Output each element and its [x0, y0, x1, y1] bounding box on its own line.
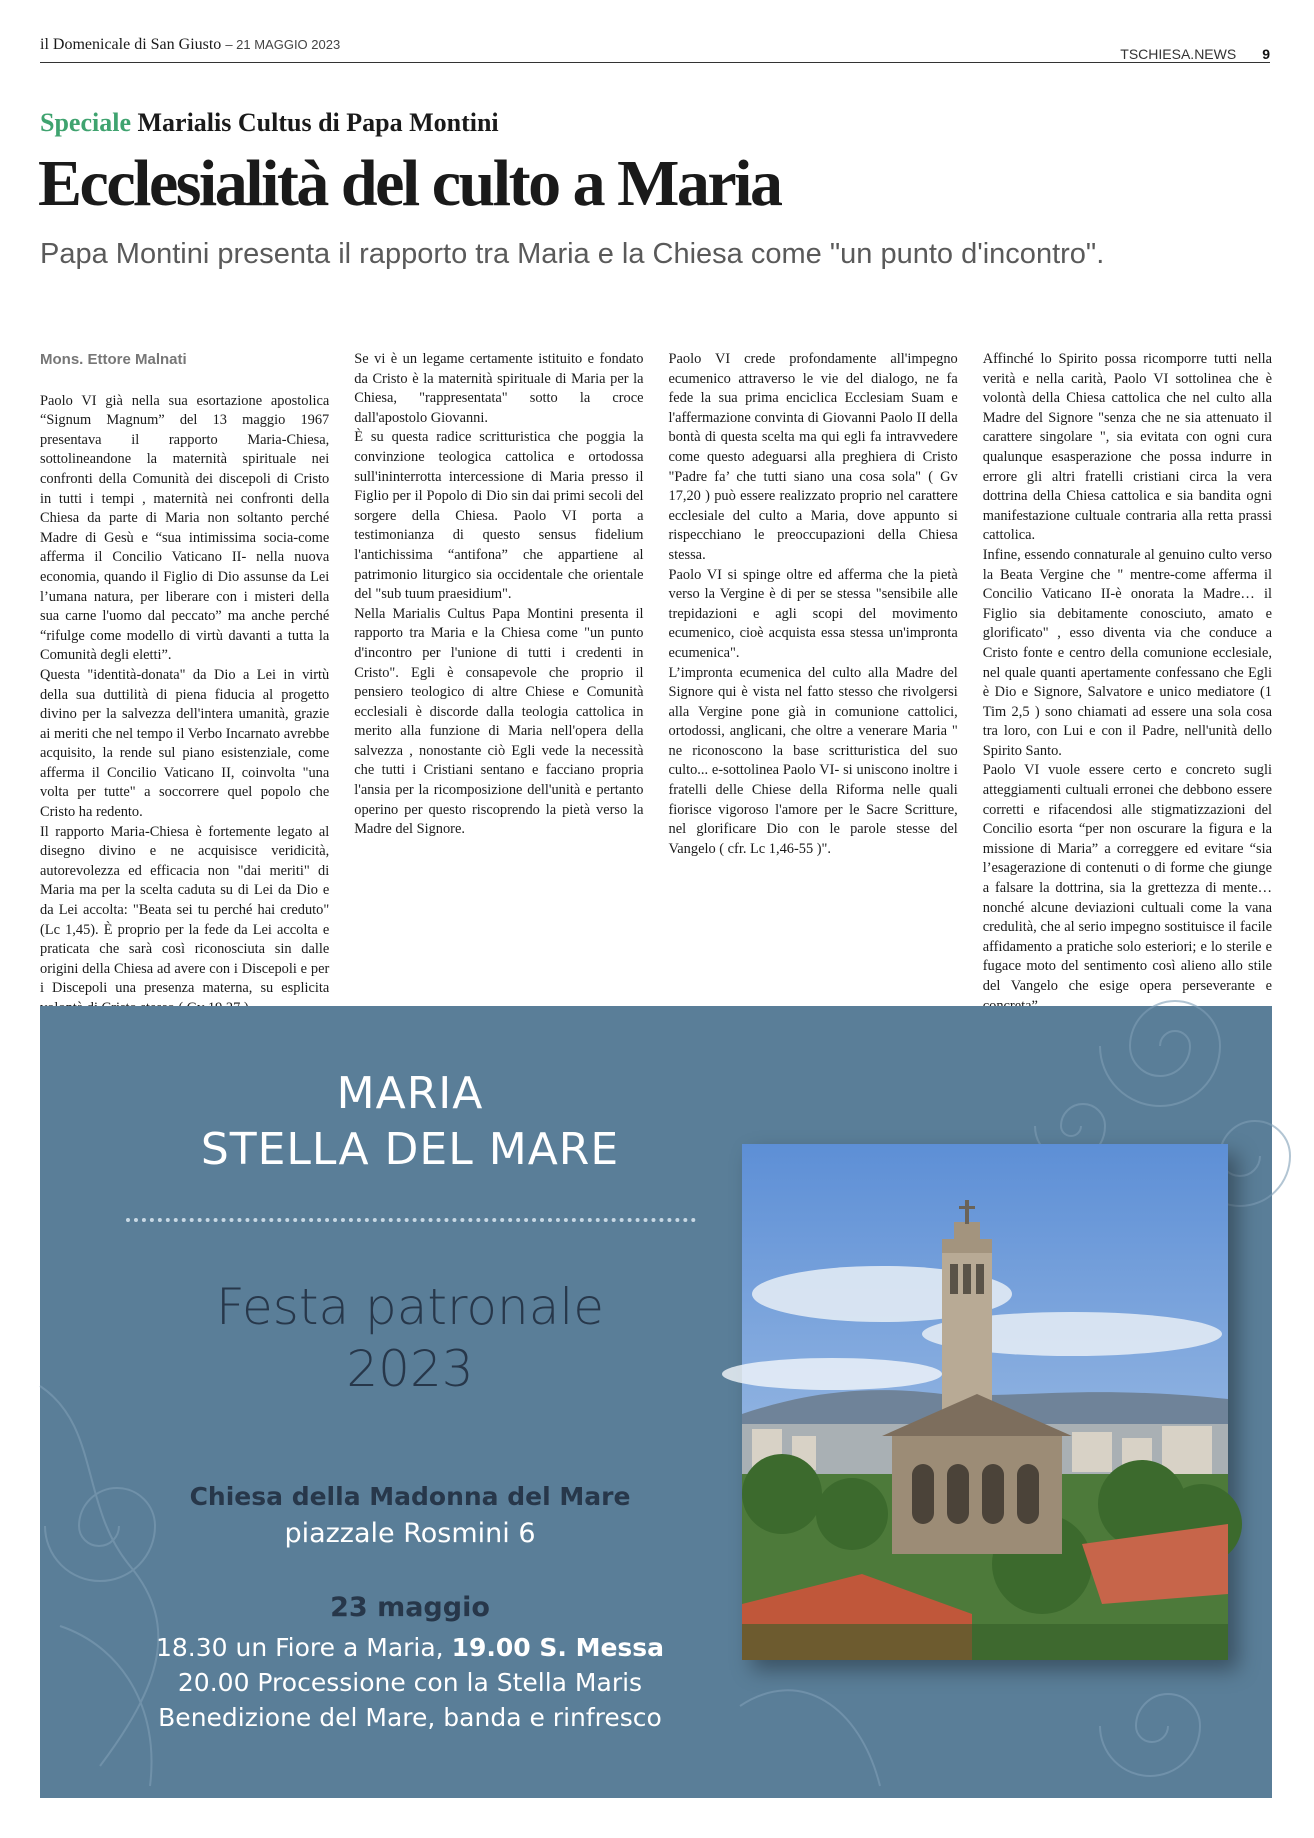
page-number: 9: [1262, 46, 1270, 62]
paragraph: Paolo VI crede profondamente all'impegno ecumenico attraverso le vie del dialogo, ne fa fede la sua prima enciclica Ecclesiam Suam e l'affermazione convinta di Giovanni Paolo II della bontà di questa scelta ma qui egli fa intravvedere come questo adeguarsi alla preghiera di Cristo "Padre fa’ che tutti siano una cosa sola" ( Gv 17,20 ) può essere realizzato proprio nel carattere ecclesiale del culto a Maria, dove appunto si rispecchiano le preoccupazioni della Chiesa stessa.: [668, 351, 958, 563]
kicker-label: Speciale: [40, 108, 131, 137]
festa-line: Festa patronale: [216, 1278, 604, 1336]
paragraph: Paolo VI già nella sua esortazione apostolica “Signum Magnum” del 13 maggio 1967 presentava il rapporto Maria-Chiesa, sottolineandone la maternità spirituale nei confronti della Comunità dei discepoli di Cristo in tutti i tempi , maternità nei confronti della Chiesa da parte di Maria non soltanto perché Madre di Gesù e “sua intimissima socia-come afferma il Concilio Vaticano II- nella nuova economia, quando il Figlio di Dio assunse da Lei l’umana natura, per liberare con i misteri della sua carne l'uomo dal peccato” ma anche perché “rifulge come modello di virtù davanti a tutta la Comunità degli eletti”.: [40, 392, 330, 664]
kicker-text: Marialis Cultus di Papa Montini: [137, 108, 499, 137]
site-link[interactable]: TSCHIESA.NEWS: [1120, 46, 1237, 62]
poster-title-line: STELLA DEL MARE: [200, 1124, 620, 1175]
paragraph: Paolo VI si spinge oltre ed afferma che la pietà verso la Vergine è di per se stessa "sensibile alle trepidazioni e agli scopi del movimento ecumenico, cioè acquista essa stessa un'impronta ecumenica".: [668, 566, 958, 661]
poster-title: [40, 1066, 780, 1178]
paragraph: Paolo VI vuole essere certo e concreto sugli atteggiamenti cultuali erronei che debbono essere corretti e rifacendosi alle stigmatizzazioni del Concilio esorta “per non oscurare la figura e la missione di Maria” a correggere ed evitare “sia l’esagerazione di contenuti o di forme che giunge a falsare la dottrina, sia la grettezza di mente… nonché alcune deviazioni cultuali come la vana credulità, che al serio impegno sostituisce il facile affidamento a pratiche solo esteriori; e lo sterile e fugace moto del sentimento così alieno allo stile del Vangelo che esige opera perseverante e: [982, 762, 1272, 994]
schedule-item-bold: 19.00 S. Messa: [451, 1633, 665, 1662]
column-2: [354, 350, 643, 970]
header-right: [1120, 46, 1270, 62]
author-byline: Mons. Ettore Malnati: [40, 351, 187, 368]
schedule-line: 20.00 Processione con la Stella Maris: [177, 1668, 643, 1697]
column-3: [669, 350, 958, 970]
schedule-line: [40, 1630, 780, 1665]
paragraph: Se vi è un legame certamente istituito e fondato da Cristo è la maternità spirituale di Maria per la Chiesa, "rappresentata" sotto la croce dall'apostolo Giovanni.: [354, 351, 644, 426]
kicker: [40, 108, 499, 138]
paragraph: Affinché lo Spirito possa ricomporre tutti nella verità e nella carità, Paolo VI sottolinea che è volontà della Chiesa cattolica che nel culto alla Madre del Signore "senza che ne sia attenuato il carattere singolare ", sia evitata con ogni cura qualunque esasperazione che possa indurre in errore gli altri fratelli cristiani circa la vera dottrina della Chiesa cattolica e sia bandita ogni manifestazione cultuale contraria alla retta prassi cattolica.: [982, 351, 1272, 544]
church-address: piazzale Rosmini 6: [284, 1518, 536, 1549]
paragraph: È su questa radice scritturistica che poggia la convinzione teologica cattolica e ortodossa sull'ininterrotta intercessione di Maria presso il Figlio per il Popolo di Dio sin dai primi secoli del sorgere della Chiesa. Paolo VI porta a testimonianza di questo sensus fidelium l'antichissima “antifona” che appartiene al patrimonio liturgico sia occidentale che orientale del "sub tuum praesidium".: [354, 429, 644, 603]
event-schedule: [40, 1630, 780, 1735]
column-4: [982, 350, 1272, 994]
publication-name: il Domenicale di San Giusto: [40, 36, 222, 53]
header-divider: [40, 62, 1270, 63]
column-1: [40, 350, 330, 997]
subheadline: Papa Montini presenta il rapporto tra Maria e la Chiesa come "un punto d'incontro".: [40, 238, 1105, 270]
event-poster: [40, 1006, 1272, 1798]
masthead: [40, 36, 340, 54]
festa-title: [40, 1276, 780, 1400]
church-name: Chiesa della Madonna del Mare: [189, 1482, 631, 1511]
paragraph: Nella Marialis Cultus Papa Montini presenta il rapporto tra Maria e la Chiesa come "un punto d'incontro per l'unione di tutti i credenti in Cristo". Egli è consapevole che proprio il pensiero teologico di altre Chiese e Comunità ecclesiali è discorde dalla teologia cattolica in merito alla funzione di Maria nell'opera della salvezza , nonostante ciò Egli vede la necessità che tutti i Cristiani sentano e facciano propria l'ansia per la ricomposizione dell'unità e pertanto operino per questo riscoprendo la pietà verso la Madre del Signore.: [354, 605, 644, 838]
schedule-line: Benedizione del Mare, banda e rinfresco: [158, 1703, 662, 1732]
article-body: [40, 350, 1272, 997]
paragraph: Questa "identità-donata" da Dio a Lei in virtù della sua duttilità di piena fiducia al progetto divino per la salvezza dell'intera umanità, grazie ai meriti che nel tempo il Verbo Incarnato avrebbe acquisito, la rende sul piano esistenziale, come afferma il Concilio Vaticano II, coinvolta "una volta per tutte" a soccorrere quel popolo che Cristo ha redento.: [40, 666, 330, 821]
dotted-divider: [126, 1218, 696, 1222]
issue-date: – 21 MAGGIO 2023: [225, 37, 341, 52]
festa-year: 2023: [346, 1340, 474, 1398]
paragraph: L’impronta ecumenica del culto alla Madre del Signore qui è vista nel fatto stesso che rivolgersi alla Vergine pone già in comunione cattolici, ortodossi, anglicani, che oltre a venerare Maria " ne riconoscono la base scritturistica del suo culto... e-sottolinea Paolo VI- si uniscono inoltre i fratelli delle Chiese della Riforma nelle quali fiorisce vigoroso l'amore per le Sacre Scritture, nel glorificare Dio con le parole stesse del Vangelo ( cfr. Lc 1,46-55 )".: [668, 664, 958, 857]
schedule-item: 18.30 un Fiore a Maria,: [155, 1633, 452, 1662]
event-date: 23 maggio: [330, 1592, 490, 1623]
church-photo: [742, 1144, 1228, 1660]
paragraph: Il rapporto Maria-Chiesa è fortemente legato al disegno divino e ne acquisisce veridicità, autorevolezza ed efficacia non "dai meriti" di Maria ma per la scelta caduta su di Lei da Dio e da Lei accolta: "Beata sei tu perché hai creduto" (Lc 1,45). È proprio per la fede da Lei accolta e praticata che sarà così riconosciuta sin dalle origini della Chiesa ad avere con i Discepoli e per i Discepoli una presenza materna, su esplicita: [40, 823, 330, 997]
poster-title-line: MARIA: [336, 1068, 484, 1119]
paragraph: Infine, essendo connaturale al genuino culto verso la Beata Vergine che " mentre-come afferma il Concilio Vaticano II-è onorata la Madre… il Figlio sia debitamente conosciuto, amato e glorificato" , esso diventa via che conduce a Cristo fonte e centro della comunione ecclesiale, nel quale quanti apertamente confessano che Egli è Dio e Signore, Salvatore e unico mediatore (1 Tim 2,5 ) sono chiamati ad essere una sola cosa tra loro, con Lui e con il Padre, nell'unità dello Spirito Santo.: [982, 546, 1272, 759]
headline: Ecclesialità del culto a Maria: [38, 147, 781, 220]
church-photo-illustration: [742, 1144, 1228, 1660]
